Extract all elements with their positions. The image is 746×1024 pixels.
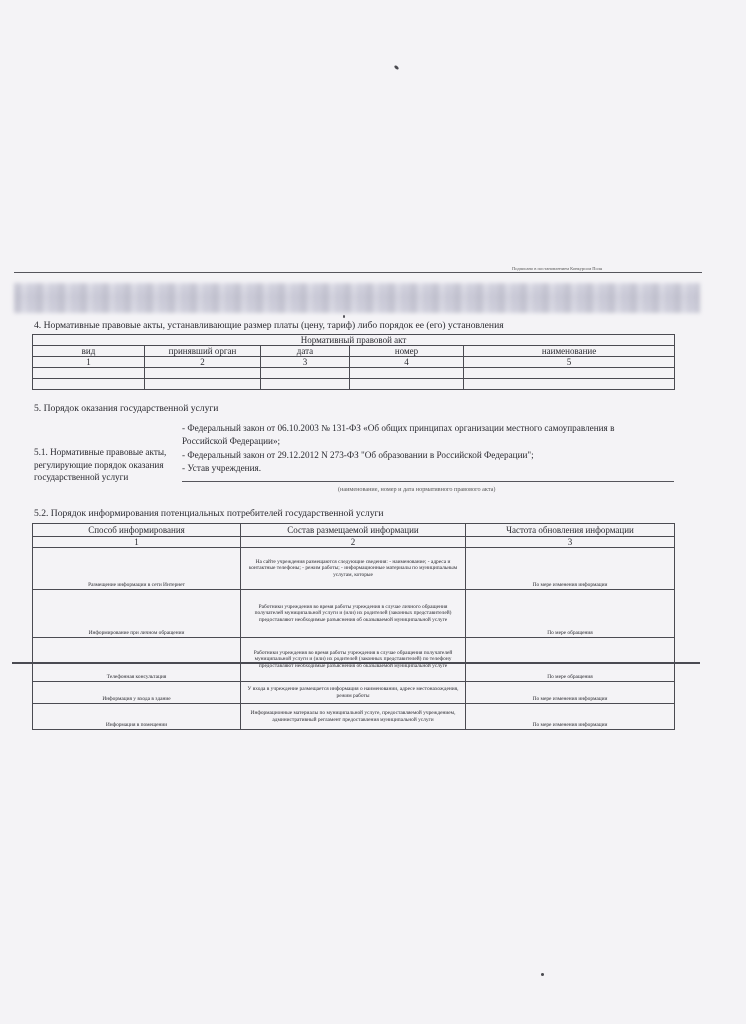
column-header: Способ информирования [33, 524, 241, 537]
table-cell [261, 368, 350, 379]
column-header: номер [350, 346, 464, 357]
table-cell [33, 379, 145, 390]
info-method: Размещение информации в сети Интернет [33, 548, 241, 590]
info-frequency: По мере обращения [466, 638, 675, 682]
legal-act-item: - Федеральный закон от 29.12.2012 N 273-ФЗ "Об образовании в Российской Федерации"; [182, 450, 534, 460]
table-cell [145, 368, 261, 379]
column-number: 2 [241, 537, 466, 548]
table-row [33, 682, 675, 704]
column-header: вид [33, 346, 145, 357]
column-number: 1 [33, 537, 241, 548]
info-method: Информация у входа в здание [33, 682, 241, 704]
table-row [33, 704, 675, 730]
info-content: Работники учреждения во время работы учреждения в случае личного обращения получателей муниципальной услуги и (или) их родителей (законных представителей) предоставляют необходимые разъяснения об оказываемой муниципальной услуге [241, 590, 466, 638]
table-title: Нормативный правовой акт [33, 335, 675, 346]
scan-speck [541, 973, 544, 976]
section4-title: 4. Нормативные правовые акты, устанавливающие размер платы (цену, тариф) либо порядок ее (его) установления [34, 320, 504, 331]
column-number: 2 [145, 357, 261, 368]
table-cell [464, 368, 675, 379]
sub52-title: 5.2. Порядок информирования потенциальных потребителей государственной услуги [34, 508, 384, 519]
info-table [32, 523, 675, 730]
info-frequency: По мере изменения информации [466, 682, 675, 704]
column-header: дата [261, 346, 350, 357]
column-number: 4 [350, 357, 464, 368]
info-method: Телефонная консультация [33, 638, 241, 682]
column-header: наименование [464, 346, 675, 357]
fold-line [12, 662, 700, 664]
legal-acts-table [32, 334, 675, 390]
table-row [33, 368, 675, 379]
table-cell [145, 379, 261, 390]
column-number: 5 [464, 357, 675, 368]
header-note: Подписано в постановлением Конкурсом Поля [512, 266, 603, 271]
legal-act-item: - Федеральный закон от 06.10.2003 № 131-ФЗ «Об общих принципах организации местного самоуправления в Российской Федерации»; [182, 423, 615, 446]
info-content: Информационные материалы по муниципальной услуге, предоставляемой учреждением, административный регламент предоставления муниципальной услуги [241, 704, 466, 730]
column-header: Частота обновления информации [466, 524, 675, 537]
info-content: Работники учреждения во время работы учреждения в случае обращения получателей муниципальной услуги и (или) их родителей (законных представителей) по телефону предоставляют необходимые разъяснения об оказываемой муниципальной услуге [241, 638, 466, 682]
column-number: 1 [33, 357, 145, 368]
table-cell [350, 368, 464, 379]
scan-speck [343, 315, 345, 318]
acts-caption: (наименование, номер и дата нормативного правового акта) [338, 486, 496, 493]
column-number: 3 [466, 537, 675, 548]
scan-speck [394, 65, 400, 71]
legal-acts-list [182, 422, 652, 474]
info-frequency: По мере изменения информации [466, 704, 675, 730]
legal-act-item: - Устав учреждения. [182, 462, 262, 473]
info-method: Информация в помещении [33, 704, 241, 730]
table-row [33, 379, 675, 390]
info-frequency: По мере изменения информации [466, 548, 675, 590]
acts-underline [182, 481, 674, 482]
table-cell [464, 379, 675, 390]
table-row [33, 638, 675, 682]
info-frequency: По мере обращения [466, 590, 675, 638]
section5-title: 5. Порядок оказания государственной услуги [34, 403, 219, 414]
sub51-label: 5.1. Нормативные правовые акты, регулирующие порядок оказания государственной услуги [34, 447, 167, 482]
info-content: У входа в учреждение размещается информация о наименовании, адресе местонахождения, режим работы [241, 682, 466, 704]
column-header: Состав размещаемой информации [241, 524, 466, 537]
header-rule [14, 272, 702, 273]
table-cell [261, 379, 350, 390]
info-content: На сайте учреждения размещаются следующие сведения: - наименование; - адреса и контактные телефоны; - режим работы; - информационные материалы по муниципальным услугам, которые [241, 548, 466, 590]
column-number: 3 [261, 357, 350, 368]
column-header: принявший орган [145, 346, 261, 357]
redacted-strip [14, 283, 700, 313]
info-method: Информирование при личном обращении [33, 590, 241, 638]
table-cell [350, 379, 464, 390]
table-row [33, 590, 675, 638]
table-row [33, 548, 675, 590]
table-cell [33, 368, 145, 379]
